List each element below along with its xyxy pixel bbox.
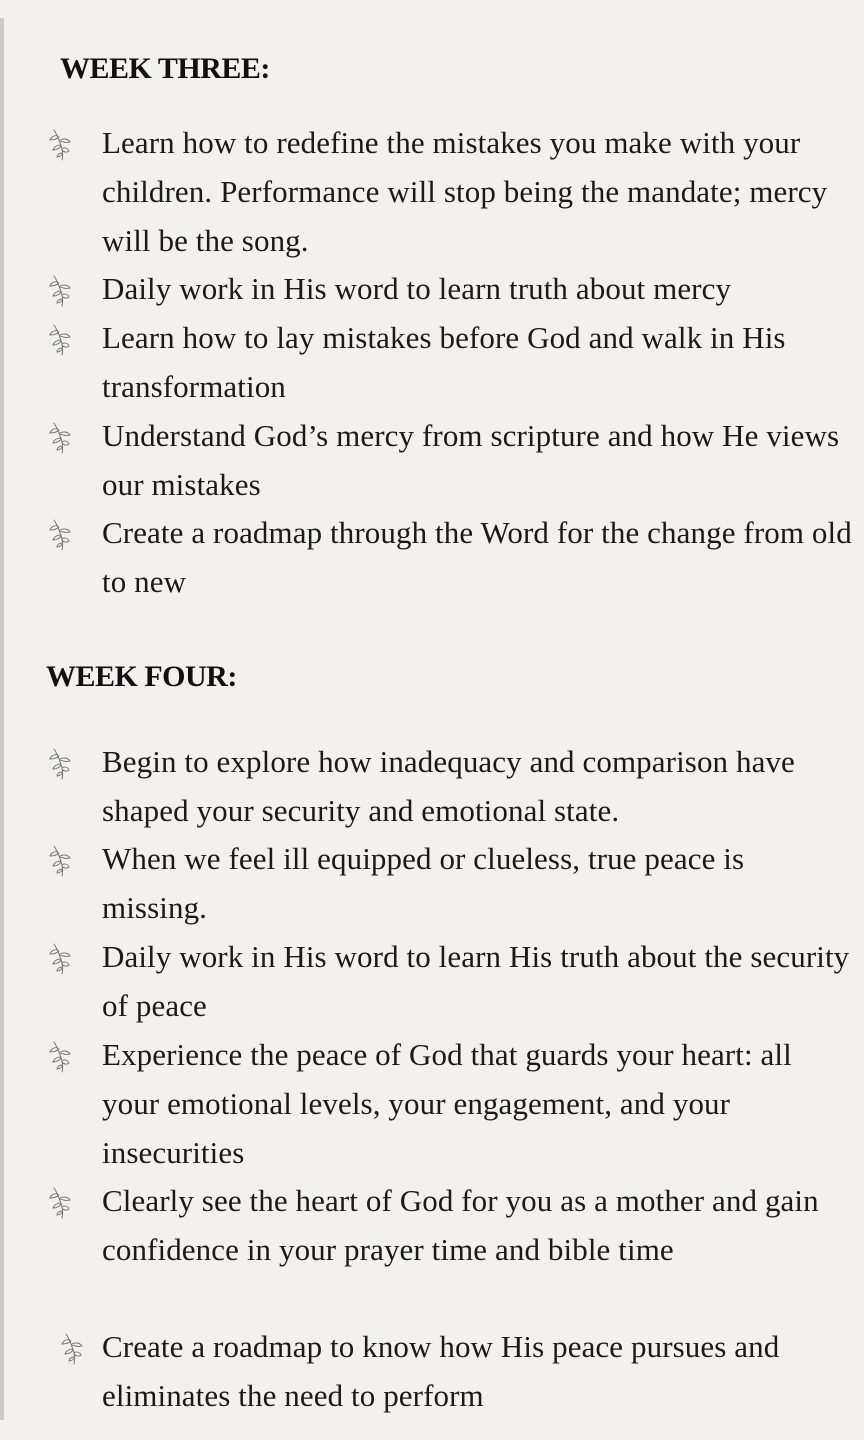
flower-sprig-icon — [46, 420, 76, 456]
week-three-heading: WEEK THREE: — [60, 52, 270, 85]
week-four-heading: WEEK FOUR: — [46, 660, 237, 693]
flower-sprig-icon — [58, 1331, 88, 1367]
list-item-text: Clearly see the heart of God for you as a mother and gain confidence in your prayer time and bible time — [102, 1183, 819, 1267]
list-item-text: Daily work in His word to learn His truth about the security of peace — [102, 939, 850, 1023]
list-item-text: Understand God’s mercy from scripture and how He views our mistakes — [102, 418, 840, 502]
flower-sprig-icon — [46, 322, 76, 358]
list-item-text: Learn how to lay mistakes before God and walk in His transformation — [102, 320, 786, 404]
flower-sprig-icon — [46, 843, 76, 879]
flower-sprig-icon — [46, 941, 76, 977]
flower-sprig-icon — [46, 127, 76, 163]
flower-sprig-icon — [46, 273, 76, 309]
list-item-text: Experience the peace of God that guards your heart: all your emotional levels, your engagement, and your insecurities — [102, 1037, 792, 1170]
list-item-text: When we feel ill equipped or clueless, true peace is missing. — [102, 841, 745, 925]
list-item-text: Begin to explore how inadequacy and comparison have shaped your security and emotional state. — [102, 744, 795, 828]
list-item-text: Create a roadmap to know how His peace pursues and eliminates the need to perform — [102, 1329, 780, 1413]
flower-sprig-icon — [46, 746, 76, 782]
flower-sprig-icon — [46, 517, 76, 553]
left-border-rule — [0, 18, 4, 1420]
list-item-text: Learn how to redefine the mistakes you make with your children. Performance will stop being the mandate; mercy will be the song. — [102, 125, 828, 258]
list-item-text: Daily work in His word to learn truth about mercy — [102, 271, 732, 306]
flower-sprig-icon — [46, 1039, 76, 1075]
list-item-text: Create a roadmap through the Word for the change from old to new — [102, 515, 852, 599]
flower-sprig-icon — [46, 1185, 76, 1221]
